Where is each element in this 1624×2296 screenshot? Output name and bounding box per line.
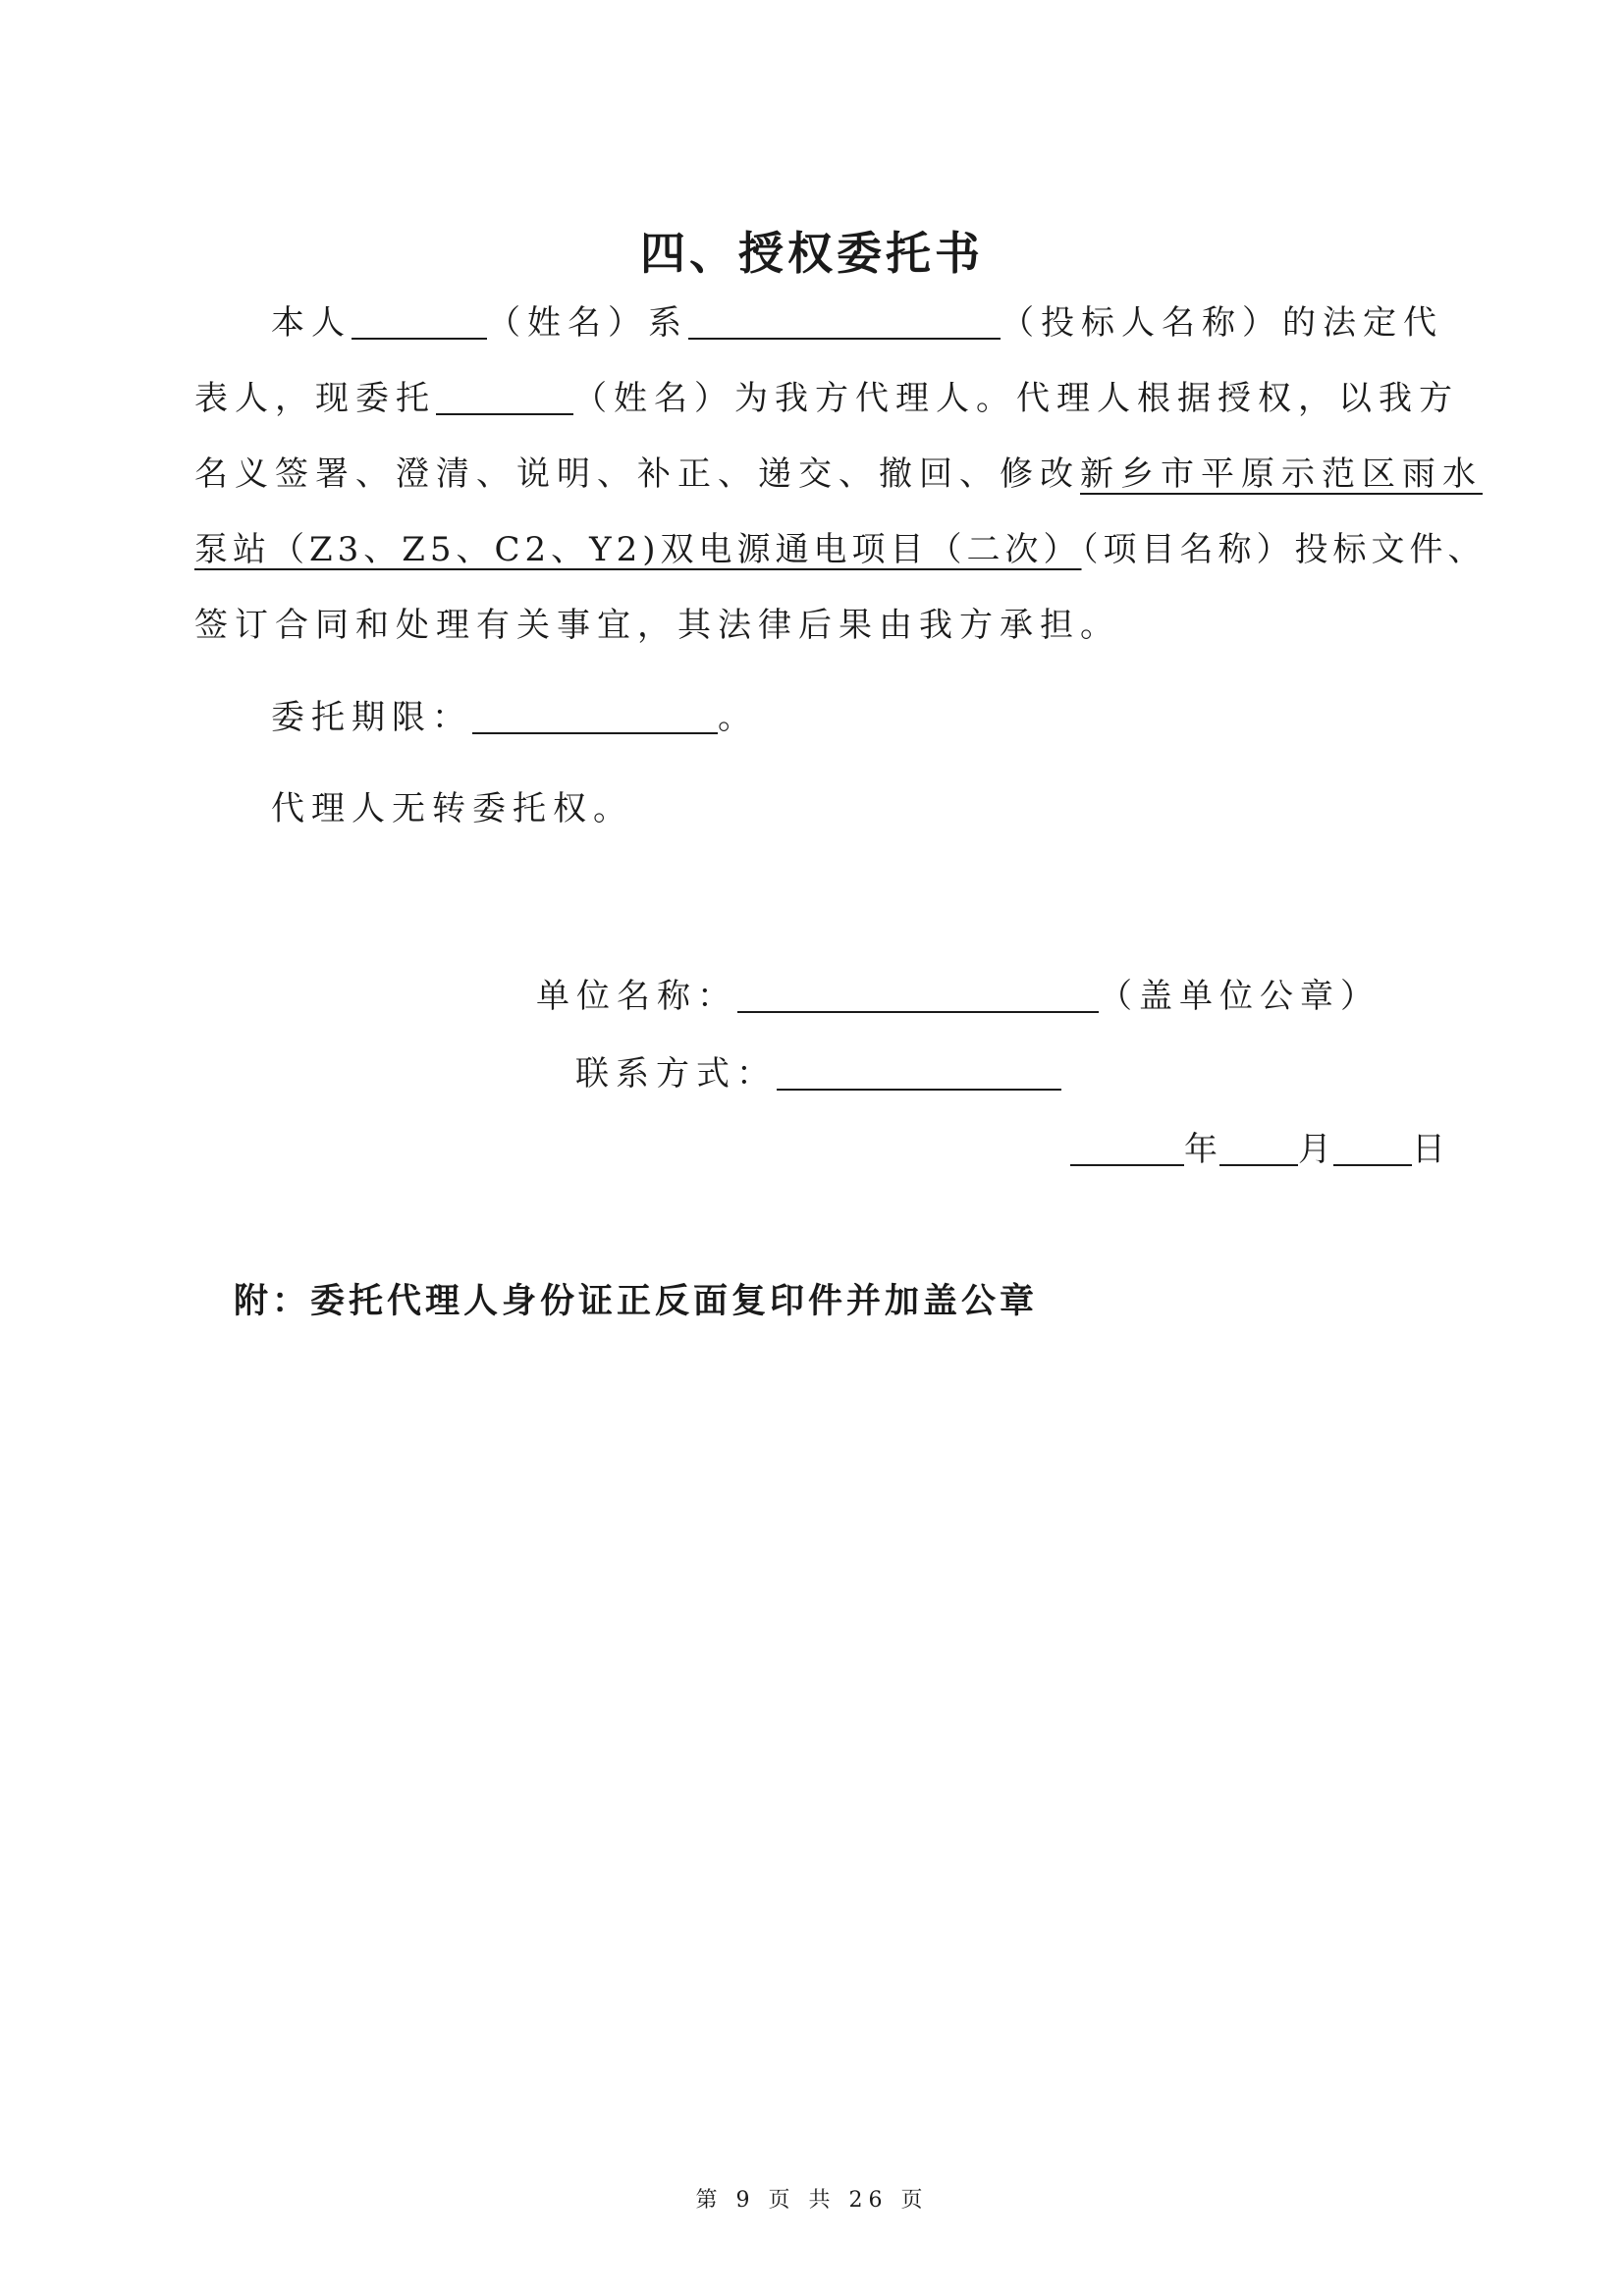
day-label: 日: [1412, 1130, 1447, 1169]
no-subdelegation-line: [271, 789, 633, 828]
date-line: [1070, 1130, 1447, 1169]
para-line-4: [194, 530, 1487, 569]
contact-blank: [777, 1059, 1061, 1091]
contact-label: 联系方式：: [575, 1054, 777, 1094]
page-footer: 第 9 页 共 26 页: [695, 2188, 929, 2213]
contact-line: [575, 1054, 1061, 1094]
para-line-1: [271, 303, 1443, 343]
agent-name-blank: [436, 384, 573, 415]
term-label: 委托期限：: [271, 698, 472, 737]
page-title: 四、授权委托书: [640, 227, 984, 280]
para-line-3: [194, 454, 1483, 494]
text-segment: 名义签署、澄清、说明、补正、递交、撤回、修改: [194, 454, 1080, 494]
text-segment: （投标人名称）的法定代: [1001, 303, 1443, 343]
month-label: 月: [1298, 1130, 1333, 1169]
year-blank: [1070, 1135, 1184, 1166]
term-end: 。: [718, 698, 758, 737]
bidder-name-blank: [688, 308, 1001, 340]
para-line-5: [194, 606, 1120, 645]
project-name-part-1: 新乡市平原示范区雨水: [1080, 454, 1483, 494]
text-segment: 本人: [271, 303, 352, 343]
para-line-2: [194, 379, 1459, 418]
unit-name-line: [536, 977, 1380, 1016]
unit-name-label: 单位名称：: [536, 977, 737, 1016]
text-segment: 表人，现委托: [194, 379, 436, 418]
term-line: [271, 698, 758, 737]
project-name-part-2: 泵站（Z3、Z5、C2、Y2)双电源通电项目（二次）: [194, 530, 1082, 569]
name-blank: [352, 308, 487, 340]
year-label: 年: [1184, 1130, 1219, 1169]
text-segment: （项目名称）投标文件、: [1081, 530, 1487, 569]
day-blank: [1333, 1135, 1412, 1166]
text-segment: （姓名）系: [487, 303, 688, 343]
text-segment: （姓名）为我方代理人。代理人根据授权，以我方: [573, 379, 1459, 418]
no-subdelegation-text: 代理人无转委托权。: [271, 789, 633, 828]
month-blank: [1219, 1135, 1298, 1166]
unit-seal-text: （盖单位公章）: [1099, 977, 1380, 1016]
unit-name-blank: [737, 982, 1099, 1013]
appendix-note: 附：委托代理人身份证正反面复印件并加盖公章: [234, 1282, 1039, 1321]
term-blank: [472, 703, 718, 734]
text-segment: 签订合同和处理有关事宜，其法律后果由我方承担。: [194, 606, 1120, 645]
